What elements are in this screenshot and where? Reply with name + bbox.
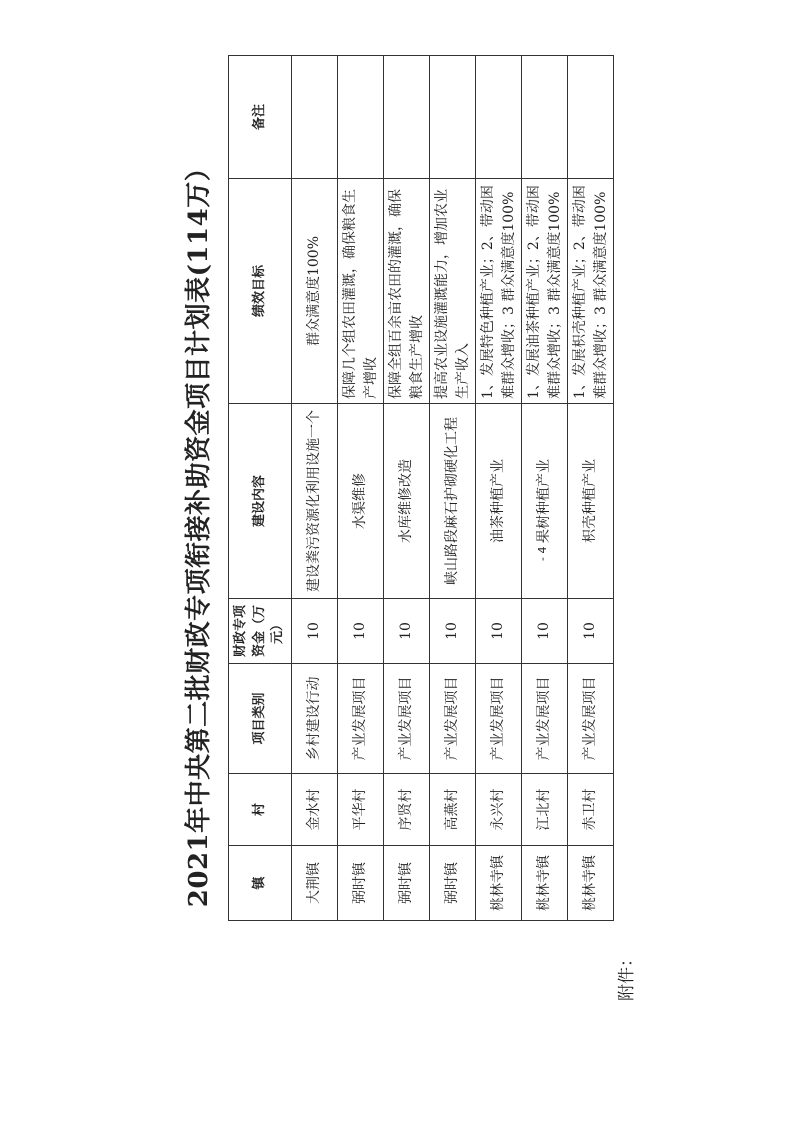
header-project-category: 项目类别 (229, 664, 292, 774)
cell-category: 乡村建设行动 (292, 664, 338, 774)
cell-funds: 10 (476, 599, 522, 664)
cell-town: 弼时镇 (430, 846, 476, 921)
cell-funds: 10 (338, 599, 384, 664)
cell-village: 江北村 (522, 774, 568, 846)
table-row (568, 56, 614, 921)
table-header-row (229, 56, 292, 921)
table-row (384, 56, 430, 921)
cell-village: 赤卫村 (568, 774, 614, 846)
cell-town: 桃林寺镇 (522, 846, 568, 921)
cell-target: 1、发展特色种植产业；2、带动困难群众增收；3 群众满意度100% (476, 179, 522, 404)
cell-target: 保障几个组农田灌溉，确保粮食生产增收 (338, 179, 384, 404)
cell-target: 1、发展油茶种植产业；2、带动困难群众增收；3 群众满意度100% (522, 179, 568, 404)
header-village: 村 (229, 774, 292, 846)
cell-town: 大荆镇 (292, 846, 338, 921)
cell-target: 1、发展枳壳种植产业；2、带动困难群众增收；3 群众满意度100% (568, 179, 614, 404)
cell-remarks (338, 56, 384, 179)
project-plan-table (228, 55, 614, 921)
cell-remarks (568, 56, 614, 179)
cell-village: 金水村 (292, 774, 338, 846)
cell-village: 平华村 (338, 774, 384, 846)
cell-target: 群众满意度100% (292, 179, 338, 404)
table-row (430, 56, 476, 921)
cell-town: 桃林寺镇 (476, 846, 522, 921)
cell-content: 建设粪污资源化利用设施一个 (292, 404, 338, 599)
cell-funds: 10 (384, 599, 430, 664)
cell-category: 产业发展项目 (568, 664, 614, 774)
cell-town: 弼时镇 (338, 846, 384, 921)
cell-remarks (430, 56, 476, 179)
cell-category: 产业发展项目 (522, 664, 568, 774)
cell-target: 保障全组百余亩农田的灌溉，确保粮食生产增收 (384, 179, 430, 404)
cell-remarks (384, 56, 430, 179)
cell-category: 产业发展项目 (476, 664, 522, 774)
cell-funds: 10 (430, 599, 476, 664)
header-funds: 财政专项资金（万元） (229, 599, 292, 664)
header-performance-target: 绩效目标 (229, 179, 292, 404)
cell-content: 水库维修改造 (384, 404, 430, 599)
cell-town: 弼时镇 (384, 846, 430, 921)
cell-remarks (292, 56, 338, 179)
cell-content: 果树种植产业 (522, 404, 568, 599)
header-remarks: 备注 (229, 56, 292, 179)
page-number: - 4 - (536, 539, 549, 561)
header-town: 镇 (229, 846, 292, 921)
header-construction-content: 建设内容 (229, 404, 292, 599)
cell-category: 产业发展项目 (384, 664, 430, 774)
cell-target: 提高农业设施灌溉能力，增加农业生产收入 (430, 179, 476, 404)
cell-category: 产业发展项目 (338, 664, 384, 774)
table-row (338, 56, 384, 921)
cell-funds: 10 (568, 599, 614, 664)
cell-remarks (522, 56, 568, 179)
table-row (292, 56, 338, 921)
attachment-label: 附件： (617, 950, 637, 1001)
cell-funds: 10 (292, 599, 338, 664)
cell-content: 峡山路段麻石护砌硬化工程 (430, 404, 476, 599)
page-title: 2021年中央第二批财政专项衔接补助资金项目计划表(114万） (184, 154, 214, 908)
cell-village: 序贤村 (384, 774, 430, 846)
cell-remarks (476, 56, 522, 179)
cell-category: 产业发展项目 (430, 664, 476, 774)
cell-content: 枳壳种植产业 (568, 404, 614, 599)
table-row (522, 56, 568, 921)
cell-content: 水渠维修 (338, 404, 384, 599)
cell-village: 永兴村 (476, 774, 522, 846)
table-row (476, 56, 522, 921)
cell-content: 油茶种植产业 (476, 404, 522, 599)
cell-village: 高燕村 (430, 774, 476, 846)
cell-town: 桃林寺镇 (568, 846, 614, 921)
cell-funds: 10 (522, 599, 568, 664)
